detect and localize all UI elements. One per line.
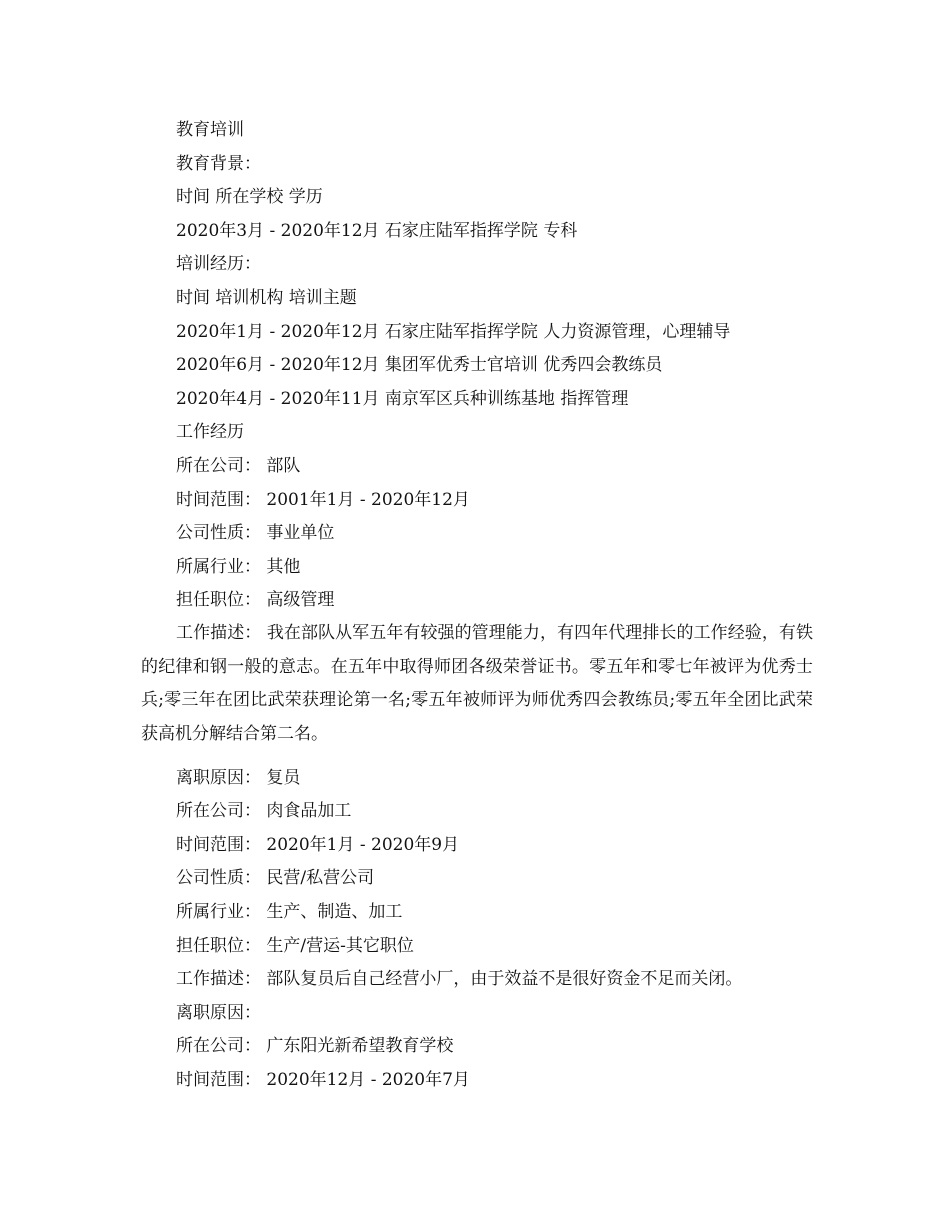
job1-leave-reason: 离职原因： 复员 — [176, 768, 301, 788]
job3-company: 所在公司： 广东阳光新希望教育学校 — [176, 1036, 454, 1056]
training-header-row: 时间 培训机构 培训主题 — [176, 288, 357, 308]
job1-industry: 所属行业： 其他 — [176, 557, 301, 577]
training-entry-3: 2020年4月 - 2020年11月 南京军区兵种训练基地 指挥管理 — [176, 389, 629, 409]
job3-period: 时间范围： 2020年12月 - 2020年7月 — [176, 1070, 470, 1090]
job2-position: 担任职位： 生产/营运-其它职位 — [176, 936, 414, 956]
job1-position: 担任职位： 高级管理 — [176, 590, 335, 610]
job2-company-type: 公司性质： 民营/私营公司 — [176, 868, 375, 888]
job1-company-type: 公司性质： 事业单位 — [176, 523, 335, 543]
training-entry-2: 2020年6月 - 2020年12月 集团军优秀士官培训 优秀四会教练员 — [176, 355, 663, 375]
education-entry: 2020年3月 - 2020年12月 石家庄陆军指挥学院 专科 — [176, 221, 578, 241]
job2-industry: 所属行业： 生产、制造、加工 — [176, 902, 403, 922]
job2-leave-reason: 离职原因： — [176, 1003, 261, 1023]
education-header-row: 时间 所在学校 学历 — [176, 187, 323, 207]
subheading-education-background: 教育背景： — [176, 154, 261, 174]
subheading-training-history: 培训经历： — [176, 254, 261, 274]
job1-description-paragraph: 工作描述： 我在部队从军五年有较强的管理能力，有四年代理排长的工作经验，有铁的纪律和钢一般的意志。在五年中取得师团各级荣誉证书。零五年和零七年被评为优秀士兵;零三年在团比武荣获理论第一名;零五年被师评为师优秀四会教练员;零五年全团比武荣获高机分解结合第二名。 — [141, 623, 813, 744]
job1-period: 时间范围： 2001年1月 - 2020年12月 — [176, 490, 470, 510]
job1-company: 所在公司： 部队 — [176, 456, 301, 476]
section-heading-work-history: 工作经历 — [176, 422, 244, 442]
job2-company: 所在公司： 肉食品加工 — [176, 801, 352, 821]
job2-description: 工作描述： 部队复员后自己经营小厂，由于效益不是很好资金不足而关闭。 — [176, 969, 743, 989]
job2-period: 时间范围： 2020年1月 - 2020年9月 — [176, 835, 460, 855]
section-heading-education-training: 教育培训 — [176, 120, 244, 140]
training-entry-1: 2020年1月 - 2020年12月 石家庄陆军指挥学院 人力资源管理，心理辅导 — [176, 322, 731, 342]
